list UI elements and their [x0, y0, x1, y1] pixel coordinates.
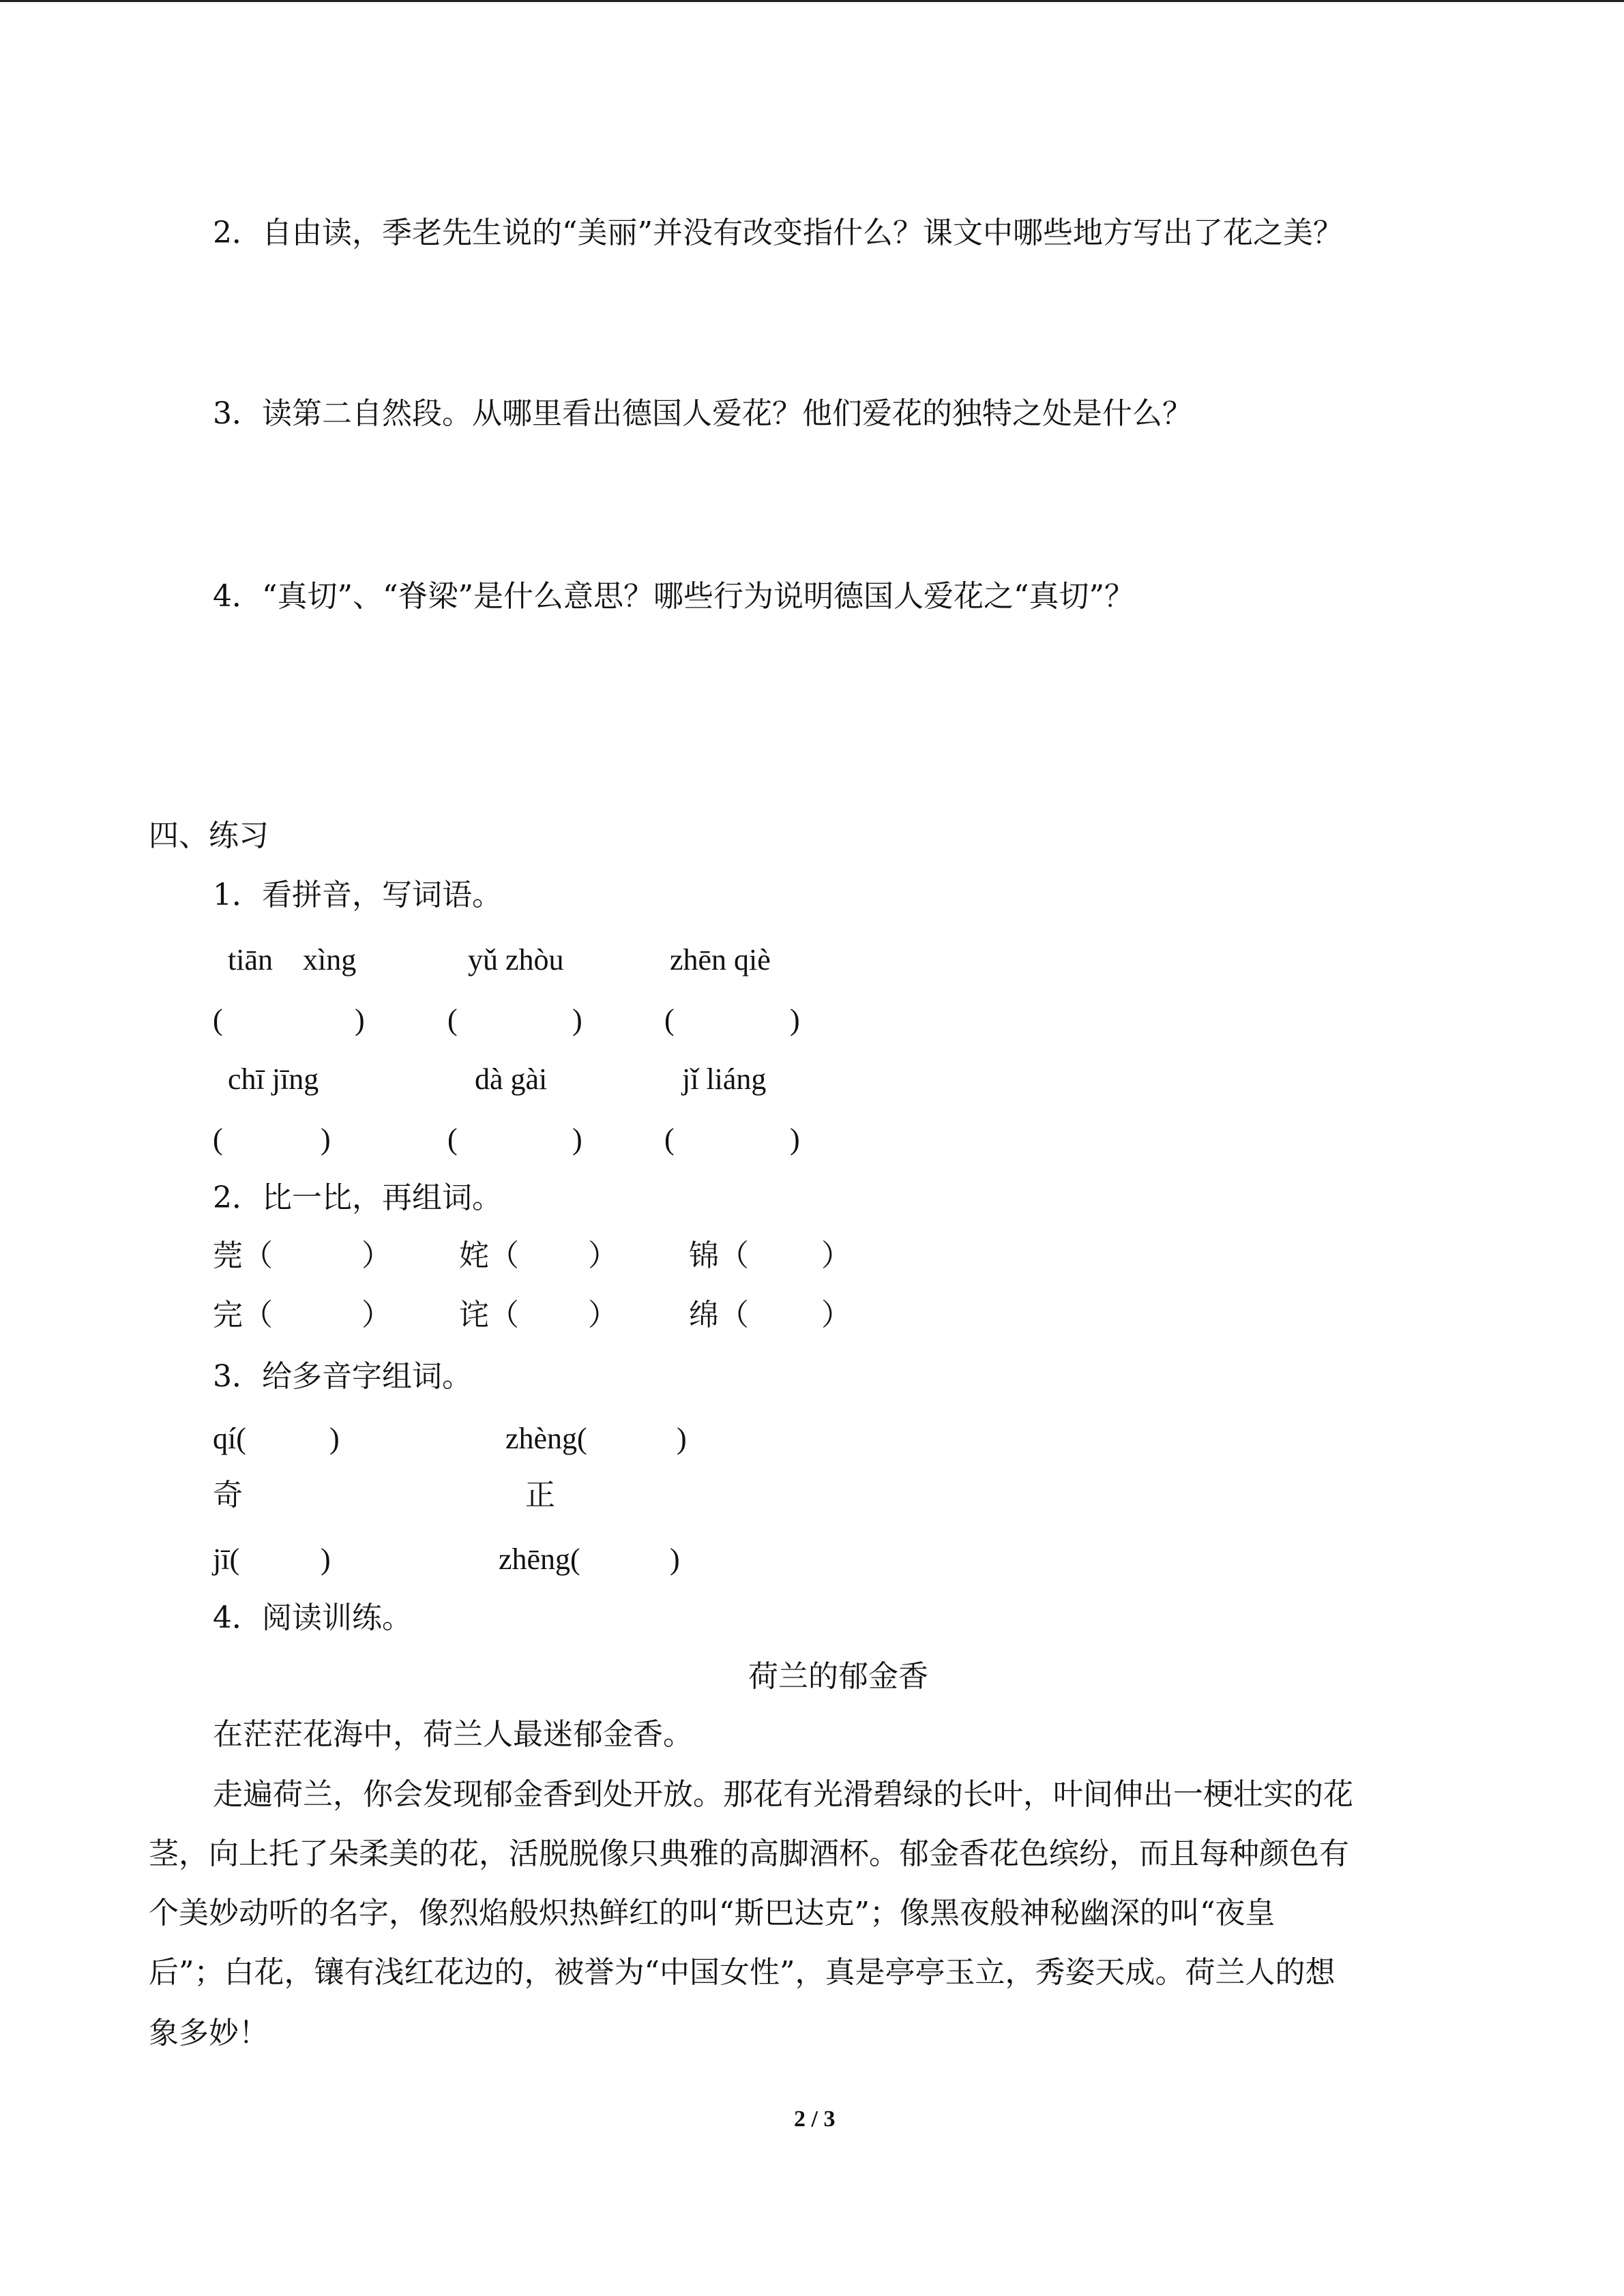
pinyin-zhenqie: zhēn qiè: [670, 943, 771, 976]
compare-char-cha4: 诧（: [459, 1298, 519, 1332]
exercise-1-title: 1．看拼音，写词语。: [213, 878, 502, 912]
pinyin-jiliang: jǐ liáng: [682, 1062, 767, 1096]
answer-paren-open: (: [213, 1003, 223, 1037]
pinyin-yuzhou: yǔ zhòu: [468, 943, 564, 976]
compare-paren-close: ）: [588, 1238, 618, 1273]
answer-paren-open: (: [447, 1122, 458, 1156]
compare-paren-close: ）: [821, 1298, 851, 1332]
passage-line: 走遍荷兰，你会发现郁金香到处开放。那花有光滑碧绿的长叶，叶间伸出一梗壮实的花: [213, 1777, 1353, 1812]
answer-paren-open: (: [664, 1003, 675, 1037]
polyphone-zheng4: zhèng(: [505, 1422, 587, 1455]
question-2: 2．自由读，季老先生说的“美丽”并没有改变指什么？课文中哪些地方写出了花之美？: [213, 215, 1343, 250]
polyphone-paren-close: ): [677, 1422, 687, 1455]
exercise-2-title: 2．比一比，再组词。: [213, 1180, 502, 1215]
polyphone-qi: qí(: [213, 1422, 246, 1455]
compare-paren-close: ）: [361, 1298, 392, 1332]
passage-line: 个美妙动听的名字，像烈焰般炽热鲜红的叫“斯巴达克”；像黑夜般神秘幽深的叫“夜皇: [149, 1896, 1275, 1930]
exercise-3-title: 3．给多音字组词。: [213, 1359, 472, 1394]
answer-paren-open: (: [664, 1122, 675, 1156]
compare-paren-close: ）: [361, 1238, 392, 1273]
compare-char-wan2: 完（: [213, 1298, 273, 1332]
pinyin-dagai: dà gài: [475, 1062, 548, 1096]
exercise-4-title: 4．阅读训练。: [213, 1600, 412, 1635]
compare-char-wan3: 莞（: [213, 1238, 273, 1273]
compare-char-jin: 锦（: [689, 1238, 749, 1273]
polyphone-paren-close: ): [321, 1542, 331, 1576]
pinyin-tianxing: tiān xìng: [228, 943, 357, 976]
passage-line: 后”；白花，镶有浅红花边的，被誉为“中国女性”，真是亭亭玉立，秀姿天成。荷兰人的想: [149, 1955, 1335, 1990]
answer-paren-open: (: [213, 1122, 223, 1156]
answer-paren-close: ): [572, 1003, 582, 1037]
passage-line: 象多妙！: [149, 2016, 269, 2051]
answer-paren-close: ): [790, 1003, 800, 1037]
passage-title: 荷兰的郁金香: [748, 1659, 928, 1694]
polyphone-paren-close: ): [670, 1542, 680, 1576]
compare-char-cha: 姹（: [459, 1238, 519, 1273]
answer-paren-close: ): [572, 1122, 582, 1156]
answer-paren-close: ): [790, 1122, 800, 1156]
polyphone-zheng1: zhēng(: [499, 1542, 580, 1576]
question-3: 3．读第二自然段。从哪里看出德国人爱花？他们爱花的独特之处是什么？: [213, 396, 1192, 431]
polyphone-char-qi: 奇: [213, 1478, 243, 1512]
polyphone-ji: jī(: [213, 1542, 240, 1576]
section-heading-practice: 四、练习: [149, 818, 269, 853]
passage-line: 茎，向上托了朵柔美的花，活脱脱像只典雅的高脚酒杯。郁金香花色缤纷，而且每种颜色有: [149, 1836, 1349, 1871]
page-number: 2 / 3: [794, 2106, 836, 2132]
pinyin-chijing: chī jīng: [228, 1062, 319, 1096]
top-border-line: [0, 0, 1624, 2]
answer-paren-close: ): [355, 1003, 365, 1037]
passage-line: 在茫茫花海中，荷兰人最迷郁金香。: [213, 1717, 693, 1752]
question-4: 4．“真切”、“脊梁”是什么意思？哪些行为说明德国人爱花之“真切”？: [213, 579, 1134, 614]
compare-paren-close: ）: [821, 1238, 851, 1273]
polyphone-char-zheng: 正: [525, 1478, 555, 1512]
answer-paren-close: ): [321, 1122, 331, 1156]
compare-char-mian: 绵（: [689, 1298, 749, 1332]
polyphone-paren-close: ): [329, 1422, 340, 1455]
compare-paren-close: ）: [588, 1298, 618, 1332]
answer-paren-open: (: [447, 1003, 458, 1037]
